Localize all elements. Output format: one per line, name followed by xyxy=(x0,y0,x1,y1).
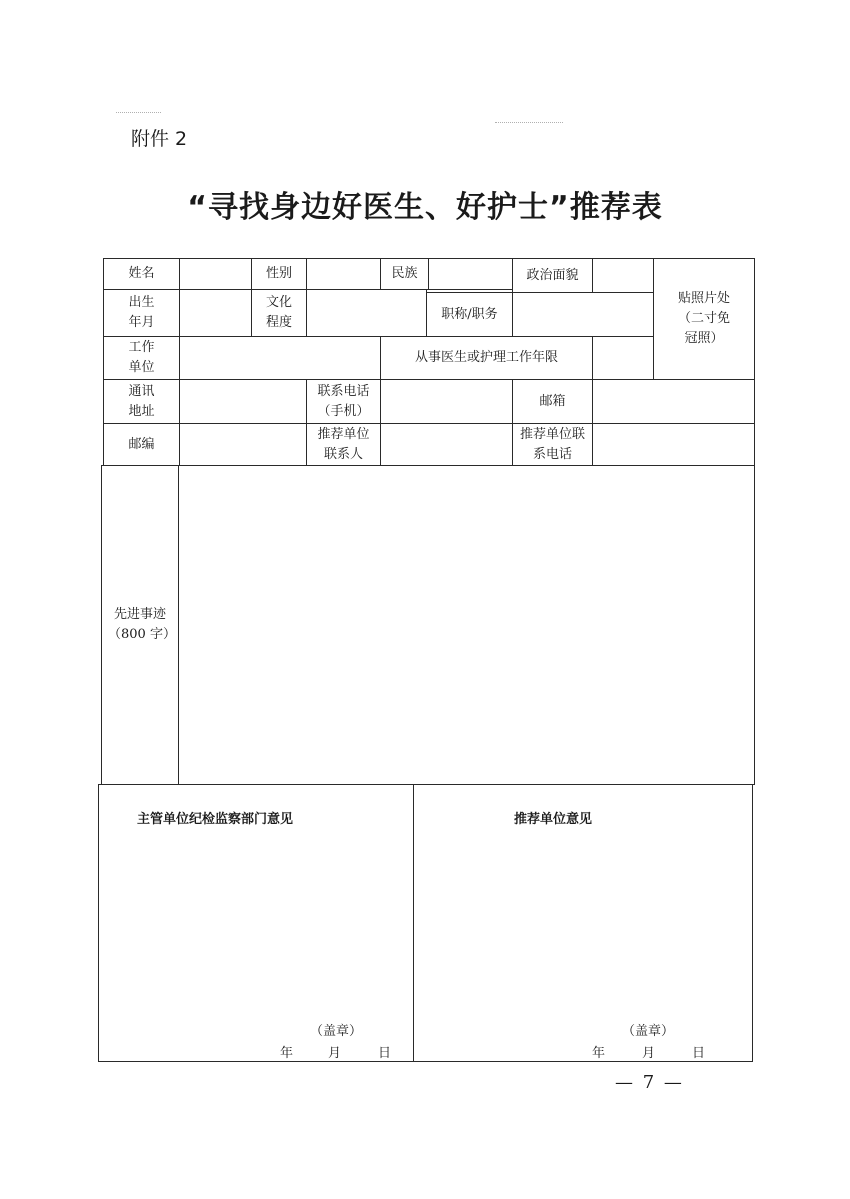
work-years-label: 从事医生或护理工作年限 xyxy=(380,336,593,380)
email-field[interactable] xyxy=(592,379,755,424)
month-label: 月 xyxy=(328,1046,342,1061)
phone-field[interactable] xyxy=(380,379,513,424)
email-label: 邮箱 xyxy=(512,379,593,424)
education-label: 文化程度 xyxy=(251,289,307,337)
day-label: 日 xyxy=(692,1046,706,1061)
recommender-seal: （盖章） xyxy=(622,1024,675,1039)
recommender-date xyxy=(592,1042,704,1062)
work-unit-field[interactable] xyxy=(179,336,381,380)
work-years-field[interactable] xyxy=(592,336,654,380)
birth-field[interactable] xyxy=(179,289,252,337)
scan-artifact xyxy=(495,122,563,124)
month-label: 月 xyxy=(642,1046,656,1061)
deeds-label: 先进事迹（800 字） xyxy=(101,465,179,785)
title-position-field[interactable] xyxy=(512,292,654,337)
political-label: 政治面貌 xyxy=(512,258,593,293)
year-label: 年 xyxy=(280,1046,294,1061)
address-field[interactable] xyxy=(179,379,307,424)
rec-contact-field[interactable] xyxy=(380,423,513,466)
supervisor-seal: （盖章） xyxy=(310,1024,363,1039)
political-field[interactable] xyxy=(592,258,654,293)
attachment-label: 附件 2 xyxy=(131,128,188,150)
birth-label: 出生年月 xyxy=(103,289,180,337)
year-label: 年 xyxy=(592,1046,606,1061)
photo-box: 贴照片处（二寸免冠照） xyxy=(653,258,755,380)
rec-phone-field[interactable] xyxy=(592,423,755,466)
deeds-field[interactable] xyxy=(178,465,755,785)
page-number: — 7 — xyxy=(615,1072,684,1093)
form-title: “寻找身边好医生、好护士”推荐表 xyxy=(187,190,663,225)
recommender-opinion-label: 推荐单位意见 xyxy=(514,812,593,827)
day-label: 日 xyxy=(378,1046,392,1061)
title-position-label: 职称/职务 xyxy=(426,292,513,337)
address-label: 通讯地址 xyxy=(103,379,180,424)
name-field[interactable] xyxy=(179,258,252,290)
postcode-field[interactable] xyxy=(179,423,307,466)
supervisor-date xyxy=(280,1042,390,1062)
phone-label: 联系电话（手机） xyxy=(306,379,381,424)
rec-phone-label: 推荐单位联系电话 xyxy=(512,423,593,466)
education-field[interactable] xyxy=(306,289,427,337)
gender-field[interactable] xyxy=(306,258,381,290)
rec-contact-label: 推荐单位联系人 xyxy=(306,423,381,466)
name-label: 姓名 xyxy=(103,258,180,290)
postcode-label: 邮编 xyxy=(103,423,180,466)
gender-label: 性别 xyxy=(251,258,307,290)
work-unit-label: 工作单位 xyxy=(103,336,180,380)
supervisor-opinion-label: 主管单位纪检监察部门意见 xyxy=(137,812,294,827)
scan-artifact xyxy=(116,112,161,114)
ethnicity-label: 民族 xyxy=(380,258,429,290)
ethnicity-field[interactable] xyxy=(428,258,513,290)
